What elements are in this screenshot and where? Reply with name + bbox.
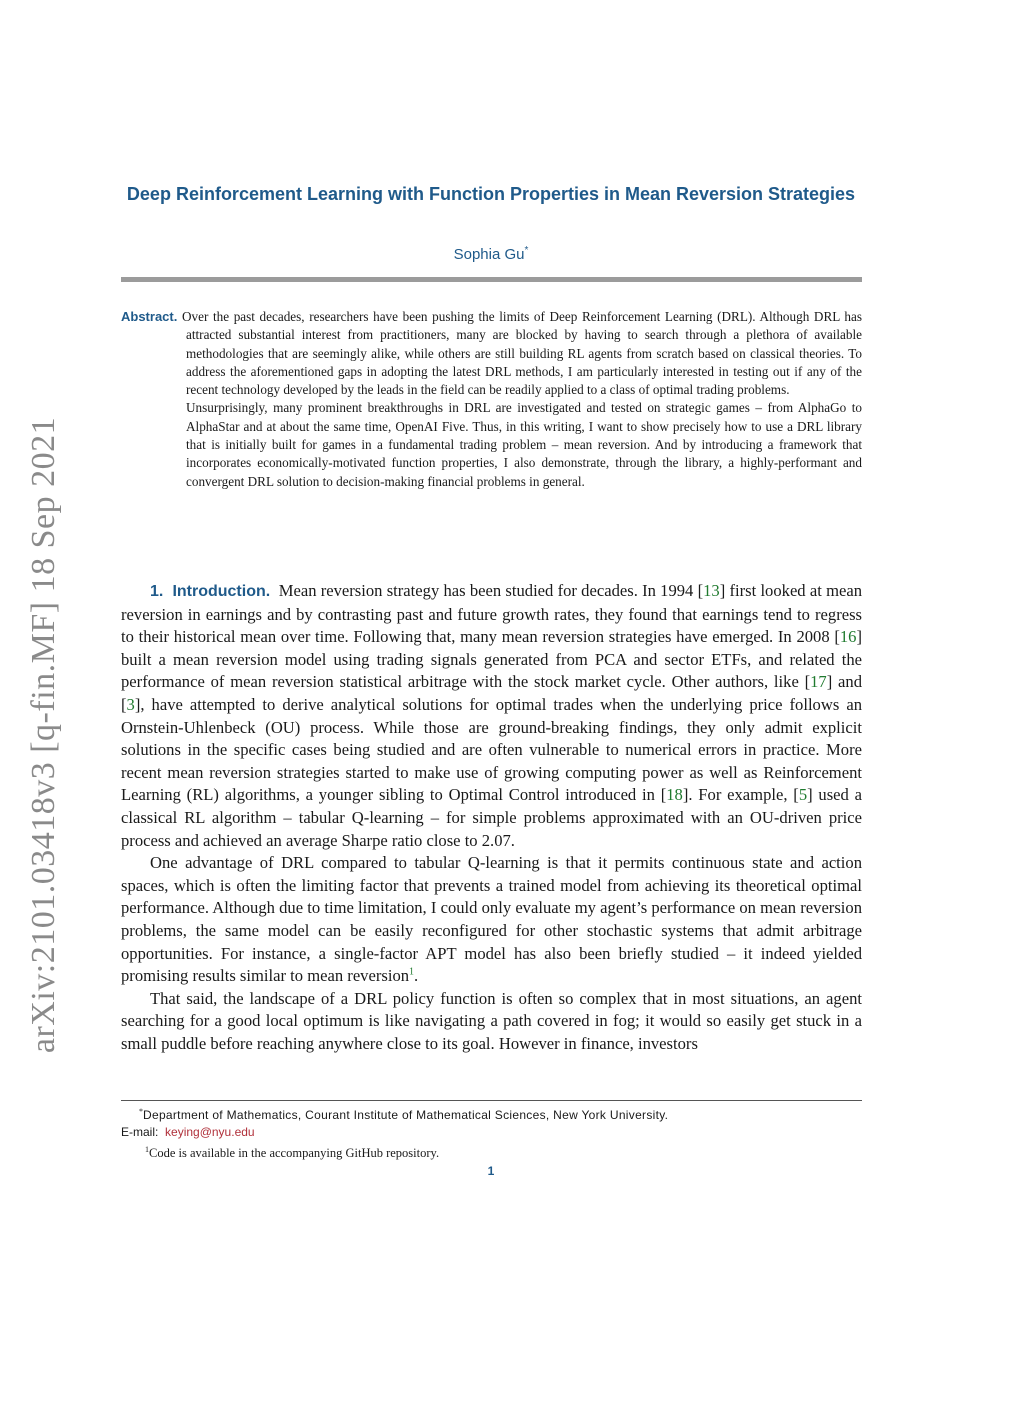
email-link[interactable]: keying@nyu.edu (165, 1125, 255, 1140)
email-line: E-mail: keying@nyu.edu (121, 1125, 255, 1140)
citation-link[interactable]: 5 (798, 785, 808, 805)
citation-link[interactable]: 3 (126, 694, 135, 714)
citation-link[interactable]: 18 (666, 785, 683, 805)
footnote-divider (121, 1100, 862, 1101)
author-line (120, 245, 862, 263)
arxiv-identifier-stamp: arXiv:2101.03418v3 [q-fin.MF] 18 Sep 2021 (25, 416, 62, 1054)
main-body (121, 580, 862, 1055)
page-number: 1 (487, 1164, 495, 1178)
author-name: Sophia Gu (453, 246, 525, 263)
affiliation-footnote: *Department of Mathematics, Courant Institute of Mathematical Sciences, New York University. (139, 1107, 669, 1123)
footnote-link[interactable]: 1 (409, 966, 415, 978)
paper-title: Deep Reinforcement Learning with Function Properties in Mean Reversion Strategies (126, 184, 856, 204)
footnotes (121, 1103, 862, 1162)
intro-paragraph-2: One advantage of DRL compared to tabular Q-learning is that it permits continuous state and action spaces, which is often the limiting factor that prevents a trained model from achieving its theoretical optimal performance. Although due to time limitation, I could only evaluate my agent’s performance on mean reversion problems, the same model can be easily reconfigured for other stochastic systems that admit arbitrage opportunities. For instance, a single-factor APT model has also been briefly studied – it indeed yielded promising results similar to mean reversion$^1$. (121, 853, 862, 986)
code-footnote: $^1$Code is available in the accompanying GitHub repository. (145, 1145, 440, 1161)
citation-link[interactable]: 13 (703, 581, 720, 600)
abstract (121, 308, 862, 491)
abstract-paragraph-1: Over the past decades, researchers have been pushing the limits of Deep Reinforcement Learning (DRL). Although DRL has attracted substantial interest from practitioners, many are blocked by having to search through a plethora of available methodologies that are seemingly alike, while others are still building RL agents from scratch based on classical theories. To address the aforementioned gaps in adopting the latest DRL methods, I am particularly interested in testing out if any of the recent technology developed by the leads in the field can be readily applied to a class of optimal trading problems. (181, 309, 863, 398)
intro-paragraph-1: 1. Introduction. Mean reversion strategy has been studied for decades. In 1994 [13] first looked at mean reversion in earnings and by contrasting past and future growth rates, they found that earnings tend to regress to their historical mean over time. Following that, many mean reversion strategies have emerged. In 2008 [16] built a mean reversion model using trading signals generated from PCA and sector ETFs, and related the performance of mean reversion statistical arbitrage with the stock market cycle. Other authors, like [17] and [3], have attempted to derive analytical solutions for optimal trades when the underlying price follows an Ornstein-Uhlenbeck (OU) process. While those are ground-breaking findings, they only admit explicit solutions in the specific cases being studied and are often vulnerable to numerical errors in practice. More recent mean reversion strategies started to make use of growing computing power as well as Reinforcement Learning (RL) algorithms, a younger sibling to Optimal Control introduced in [18]. For example, [5] used a classical RL algorithm – tabular Q-learning – for simple problems approximated with an OU-driven price process and achieved an average Sharpe ratio close to 2.07. (121, 581, 863, 850)
title-divider (121, 277, 862, 282)
citation-link[interactable]: 17 (810, 672, 827, 692)
abstract-paragraph-2: Unsurprisingly, many prominent breakthroughs in DRL are investigated and tested on strategic games – from AlphaGo to AlphaStar and at about the same time, OpenAI Five. Thus, in this writing, I want to show precisely how to use a DRL library that is initially built for games in a fundamental trading problem – mean reversion. And by introducing a framework that incorporates economically-motivated function properties, I also demonstrate, through the library, a highly-performant and convergent DRL solution to decision-making financial problems in general. (186, 400, 862, 489)
intro-paragraph-3: That said, the landscape of a DRL policy function is often so complex that in most situations, an agent searching for a good local optimum is like navigating a path covered in fog; it would so easily get stuck in a small puddle before reaching anywhere close to its goal. However in finance, investors (121, 988, 862, 1053)
section-heading: 1. Introduction. (150, 583, 271, 600)
author-footnote-mark[interactable]: * (524, 245, 529, 256)
abstract-label: Abstract. (121, 309, 178, 324)
citation-link[interactable]: 16 (839, 627, 857, 647)
